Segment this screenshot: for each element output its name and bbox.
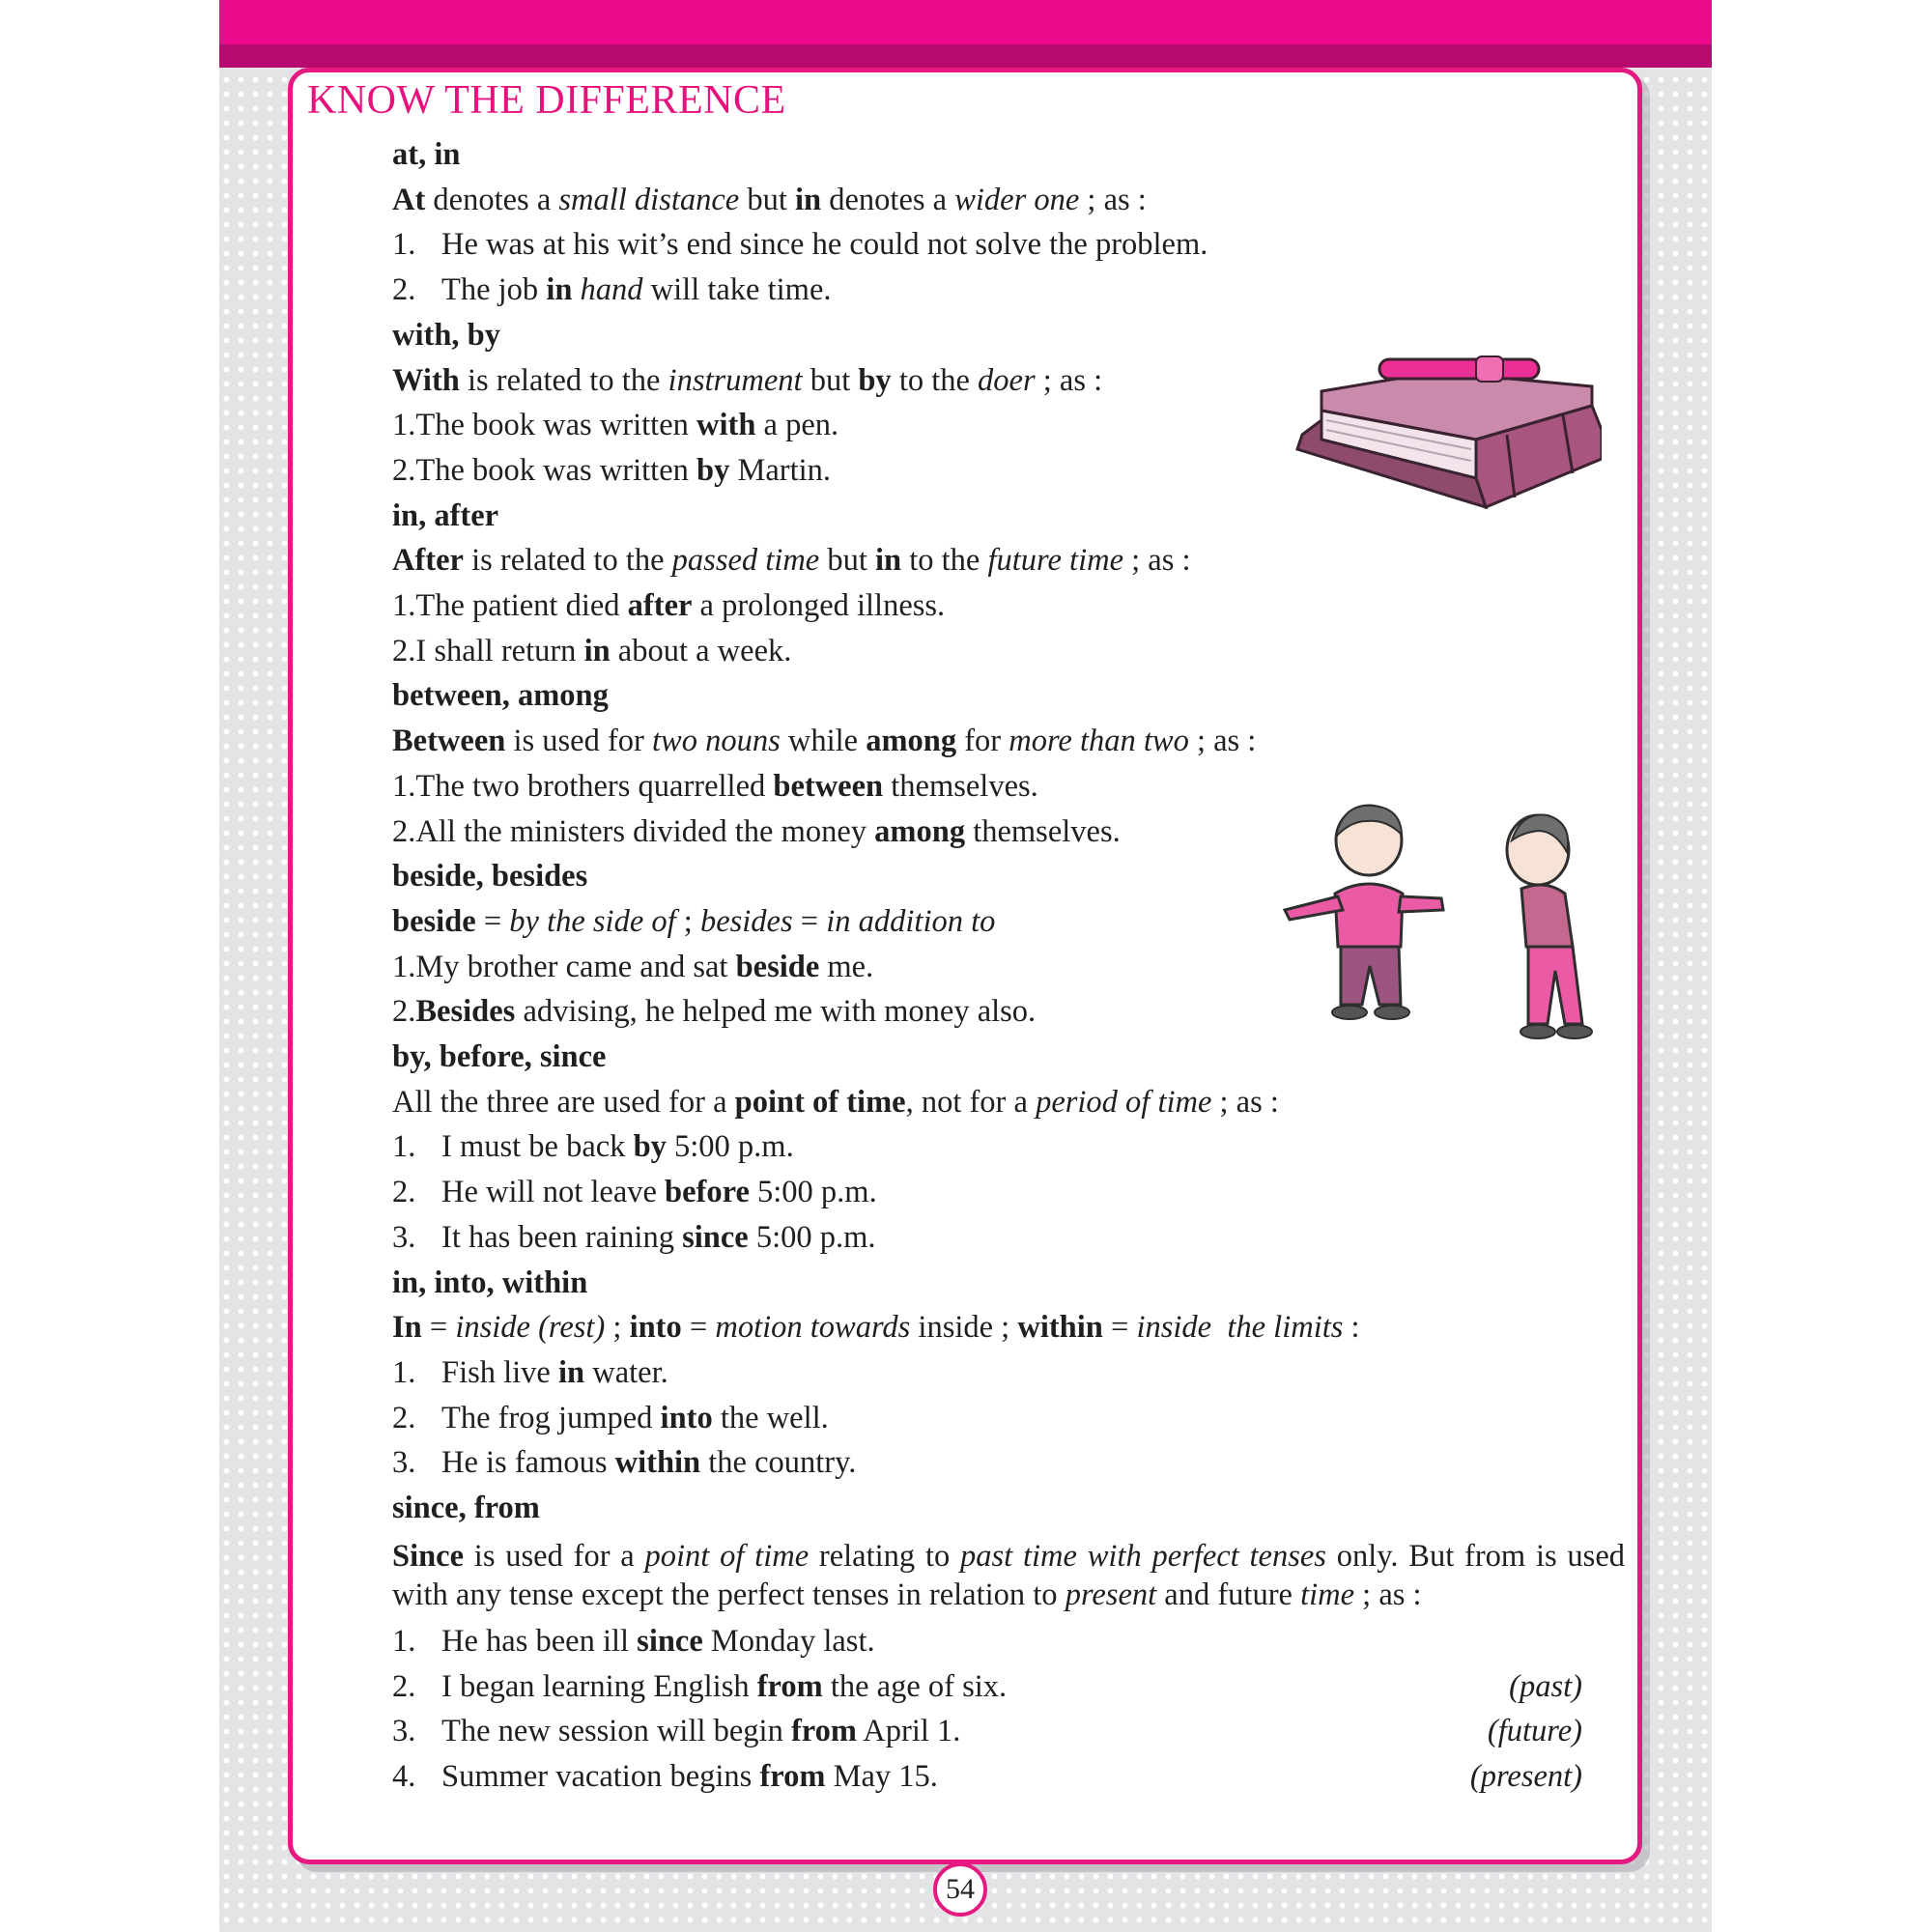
- example-with-by-2: 2.The book was written by Martin.: [392, 452, 832, 488]
- example-in-after-1: 1.The patient died after a prolonged illness.: [392, 588, 946, 624]
- section-heading-beside-besides: beside, besides: [392, 859, 588, 895]
- example-since-from-1: 1. He has been ill since Monday last.: [392, 1623, 875, 1659]
- example-in-after-2: 2.I shall return in about a week.: [392, 633, 792, 668]
- section-heading-in-after: in, after: [392, 497, 499, 533]
- lesson-content: [392, 132, 1625, 1800]
- section-heading-with-by: with, by: [392, 317, 500, 353]
- example-at-in-2: 2. The job in hand will take time.: [392, 272, 832, 308]
- rule-since-from: Since is used for a point of time relating to past time with perfect tenses only. But from is used with any tense except the perfect tenses in relation to present and future time ; as :: [392, 1538, 1625, 1613]
- example-with-by-1: 1.The book was written with a pen.: [392, 408, 839, 443]
- example-beside-besides-1: 1.My brother came and sat beside me.: [392, 949, 874, 984]
- section-heading-by-before-since: by, before, since: [392, 1039, 607, 1075]
- example-by-before-since-1: 1. I must be back by 5:00 p.m.: [392, 1129, 794, 1165]
- tense-tag-present: (present): [1469, 1758, 1582, 1794]
- rule-in-into-within: In = inside (rest) ; into = motion towards inside ; within = inside the limits :: [392, 1310, 1360, 1346]
- rule-between-among: Between is used for two nouns while among for more than two ; as :: [392, 724, 1257, 759]
- example-between-among-1: 1.The two brothers quarrelled between themselves.: [392, 768, 1038, 804]
- top-banner: [219, 0, 1712, 68]
- tense-tag-future: (future): [1487, 1714, 1582, 1749]
- section-heading-since-from: since, from: [392, 1491, 540, 1526]
- example-at-in-1: 1. He was at his wit’s end since he could not solve the problem.: [392, 227, 1208, 263]
- section-heading-in-into-within: in, into, within: [392, 1264, 588, 1300]
- rule-at-in: At denotes a small distance but in denotes a wider one ; as :: [392, 182, 1147, 217]
- example-in-into-within-2: 2. The frog jumped into the well.: [392, 1400, 829, 1435]
- example-since-from-3: 3. The new session will begin from April 1. (future): [392, 1709, 1625, 1754]
- section-heading-at-in: at, in: [392, 137, 461, 172]
- example-since-from-4: 4. Summer vacation begins from May 15. (present): [392, 1754, 1625, 1800]
- tense-tag-past: (past): [1509, 1668, 1582, 1704]
- example-between-among-2: 2.All the ministers divided the money among themselves.: [392, 813, 1121, 849]
- page-number: 54: [933, 1862, 987, 1917]
- section-heading-between-among: between, among: [392, 678, 609, 714]
- rule-in-after: After is related to the passed time but in to the future time ; as :: [392, 543, 1191, 579]
- example-in-into-within-3: 3. He is famous within the country.: [392, 1445, 857, 1481]
- example-by-before-since-2: 2. He will not leave before 5:00 p.m.: [392, 1175, 877, 1210]
- example-by-before-since-3: 3. It has been raining since 5:00 p.m.: [392, 1219, 876, 1255]
- rule-with-by: With is related to the instrument but by to the doer ; as :: [392, 362, 1103, 398]
- rule-beside-besides: beside = by the side of ; besides = in addition to: [392, 903, 996, 939]
- example-beside-besides-2: 2.Besides advising, he helped me with money also.: [392, 994, 1037, 1030]
- example-in-into-within-1: 1. Fish live in water.: [392, 1354, 668, 1390]
- page-title: KNOW THE DIFFERENCE: [307, 78, 786, 123]
- rule-by-before-since: All the three are used for a point of time, not for a period of time ; as :: [392, 1084, 1279, 1120]
- example-since-from-2: 2. I began learning English from the age of six. (past): [392, 1664, 1625, 1710]
